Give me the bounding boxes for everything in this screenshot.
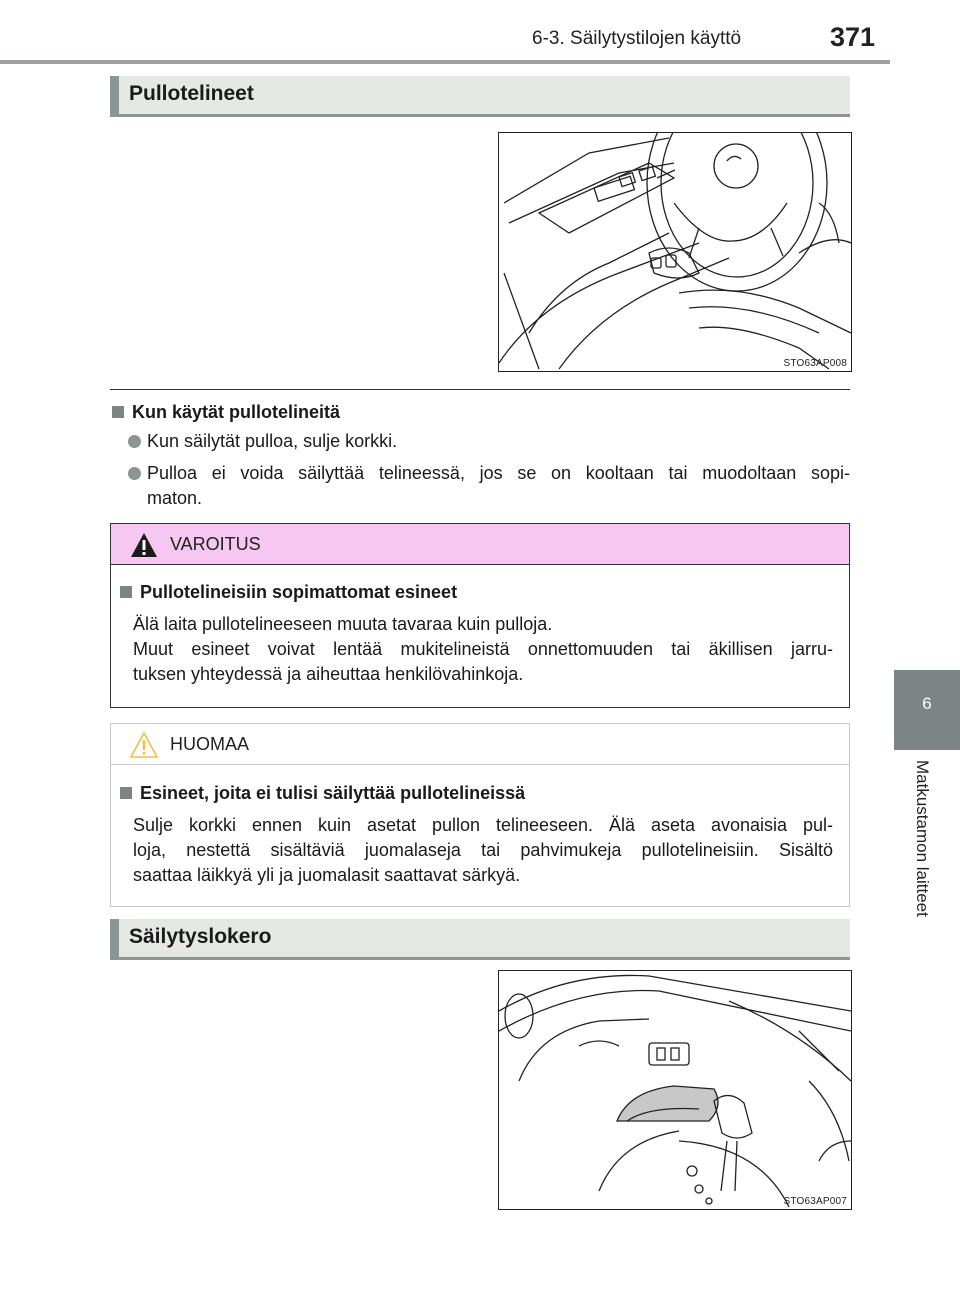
chapter-number: 6 <box>922 694 932 713</box>
page-number: 371 <box>830 22 876 52</box>
section-heading-storage <box>110 919 850 960</box>
caution-triangle-icon <box>130 732 158 758</box>
notice-label: HUOMAA <box>170 734 250 754</box>
warning-label: VAROITUS <box>170 534 261 554</box>
heading-bar <box>110 919 119 957</box>
section-heading-text: Pullotelineet <box>129 82 254 105</box>
header-rule <box>0 60 890 64</box>
section-heading-text: Säilytyslokero <box>129 925 272 948</box>
square-bullet-icon <box>112 406 124 418</box>
bottle-holder-illustration <box>498 132 852 372</box>
divider-line <box>110 389 850 390</box>
warning-line: Älä laita pullotelineeseen muuta tavaraa kuin pulloja. <box>133 614 553 634</box>
bullet-text: Pulloa ei voida säilyttää telineessä, jos se on kooltaan tai muodoltaan sopi- <box>147 463 850 483</box>
square-bullet-icon <box>120 586 132 598</box>
chapter-title-vertical <box>912 760 936 950</box>
usage-heading-text: Kun käytät pullotelineitä <box>132 402 341 422</box>
storage-illustration <box>498 970 852 1210</box>
usage-bullet-2 <box>128 460 850 487</box>
round-bullet-icon <box>128 467 141 480</box>
notice-subheading-text: Esineet, joita ei tulisi säilyttää pullotelineissä <box>140 783 526 803</box>
notice-line: Sulje korkki ennen kuin asetat pullon telineeseen. Älä aseta avonaisia pul- <box>133 815 833 835</box>
notice-line: loja, nestettä sisältäviä juomalaseja tai pahvimukeja pullotelineisiin. Sisältö <box>133 840 833 860</box>
warning-triangle-icon <box>130 532 158 558</box>
center-console-drawing <box>499 971 851 1209</box>
notice-text <box>133 813 833 888</box>
figure-code: STO63AP008 <box>783 358 847 369</box>
chapter-title: Matkustamon laitteet <box>913 760 932 917</box>
notice-header <box>111 724 849 765</box>
warning-line: tuksen yhteydessä ja aiheuttaa henkilövahinkoja. <box>133 664 524 684</box>
header-section-title: 6-3. Säilytystilojen käyttö <box>532 28 742 49</box>
warning-subheading <box>120 582 457 603</box>
notice-subheading <box>120 783 525 804</box>
warning-box <box>110 523 850 708</box>
notice-line: saattaa läikkyä yli ja juomalasit saattavat särkyä. <box>133 865 521 885</box>
usage-bullet-2-cont: maton. <box>147 488 203 508</box>
round-bullet-icon <box>128 435 141 448</box>
warning-header <box>111 524 849 565</box>
figure-code: STO63AP007 <box>783 1196 847 1207</box>
warning-text <box>133 612 833 687</box>
bullet-text: Kun säilytät pulloa, sulje korkki. <box>147 431 398 451</box>
heading-bar <box>110 76 119 114</box>
section-heading-bottle-holders <box>110 76 850 117</box>
dashboard-drawing <box>499 133 851 371</box>
warning-subheading-text: Pullotelineisiin sopimattomat esineet <box>140 582 458 602</box>
warning-line: Muut esineet voivat lentää mukitelineistä onnettomuuden tai äkillisen jarru- <box>133 639 833 659</box>
square-bullet-icon <box>120 787 132 799</box>
usage-heading <box>112 402 340 423</box>
usage-bullet-1 <box>128 428 397 455</box>
notice-box <box>110 723 850 907</box>
